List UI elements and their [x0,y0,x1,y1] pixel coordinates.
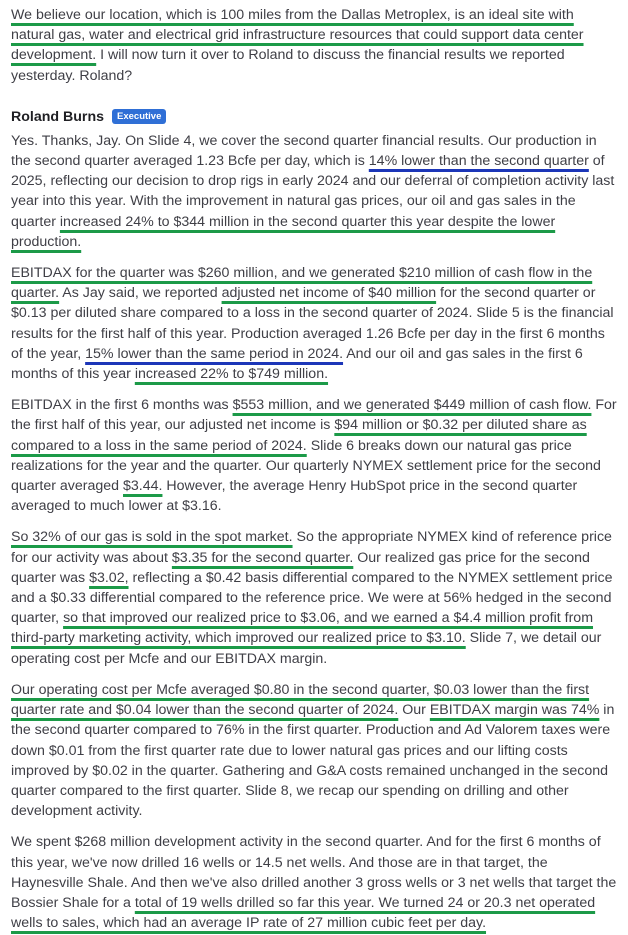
text: Yes. Thanks, Jay. On Slide 4, we cover the second quarter financial results. Our production in the second quarter averaged 1.23 Bcfe per day, which is [11,132,597,170]
text: For the first half of this year, our adjusted net income is [11,397,617,434]
highlight: adjusted net income of $40 million [221,285,437,302]
text: in the second quarter compared to 76% in the first quarter. Production and Ad Valorem taxes were down $0.01 from the first quarter rate due to lower natural gas prices and our lifting costs improved by $0.02 in the quarter. Gathering and G&A costs remained unchanged in the second quarter compared to the first quarter. Slide 8, we recap our spending on drilling and other development activity. [11,702,615,820]
highlight: EBITDAX margin was 74% [429,702,600,719]
speaker-header [11,109,620,125]
text: And our oil and gas sales in the first 6 months of this year [11,345,583,383]
text: Our realized gas price for the second quarter was [11,549,590,586]
highlight-blue: 14% lower than the second quarter [368,153,589,170]
text: EBITDAX in the first 6 months was [11,397,233,414]
highlight: We believe our location, which is 100 miles from the Dallas Metroplex, is an ideal site with natural gas, water and electrical grid infrastructure resources that could support data center development. [11,7,584,64]
highlight: So 32% of our gas is sold in the spot market. [11,529,293,546]
paragraph-development [11,832,620,933]
text: Our [398,702,430,719]
highlight: $94 million or $0.32 per diluted share as compared to a loss in the same period of 2024. [11,417,587,454]
highlight: EBITDAX for the quarter was $260 million, and we generated $210 million of cash flow in the quarter. [11,265,593,302]
text: However, the average Henry HubSpot price in the second quarter averaged to much lower at $3.16. [11,478,578,515]
highlight: $3.44. [123,478,163,495]
highlight: Our operating cost per Mcfe averaged $0.80 in the second quarter, $0.03 lower than the first quarter rate and $0.04 lower than the second quarter of 2024. [11,681,590,719]
text: Slide 6 breaks down our natural gas price realizations for the year and the quarter. Our quarterly NYMEX settlement price for the second quarter averaged [11,437,601,495]
text: I will now turn it over to Roland to discuss the financial results we reported yesterday. Roland? [11,47,565,84]
role-badge: Executive [112,109,166,124]
highlight: so that improved our realized price to $3.06, and we earned a $4.4 million profit from third-party marketing activity, which improved our realized price to $3.10. [11,610,594,647]
highlight: total of 19 wells drilled so far this year. We turned 24 or 20.3 net operated wells to sales, which had an average IP rate of 27 million cubic feet per day. [11,894,596,932]
highlight: increased 22% to $749 million. [134,366,329,383]
text: So the appropriate NYMEX kind of reference price for our activity was about [11,529,612,566]
text: We spent $268 million development activity in the second quarter. And for the first 6 months of this year, we've now drilled 16 wells or 14.5 net wells. And those are in that target, the Haynesville Shale. And then we've also drilled another 3 gross wells or 3 net wells that target the Bossier Shale for a [11,834,617,911]
paragraph-gas-price [11,527,620,668]
text: Slide 7, we detail our operating cost per Mcfe and our EBITDAX margin. [11,630,602,667]
paragraph-q2-results [11,131,620,252]
paragraph-ebitdax [11,263,620,384]
highlight: $553 million, and we generated $449 million of cash flow. [232,397,592,414]
highlight-blue: 15% lower than the same period in 2024. [85,345,344,362]
text: reflecting a $0.42 basis differential compared to the NYMEX settlement price and a $0.33 differential compared to the reference price. We were at 56% hedged in the second quarter, [11,569,613,627]
paragraph-first-half [11,395,620,516]
text: As Jay said, we reported [59,285,222,302]
paragraph-operating-cost [11,680,620,821]
highlight: $3.02, [89,569,129,586]
speaker-name: Roland Burns [11,108,105,125]
text: of 2025, reflecting our decision to drop rigs in early 2024 and our deferral of completion activity last year into this year. With the improvement in natural gas prices, our oil and gas sales in the quarter [11,153,615,230]
highlight: increased 24% to $344 million in the second quarter this year despite the lower production. [11,213,556,250]
text: for the second quarter or $0.13 per diluted share compared to a loss in the second quarter of 2024. Slide 5 is the financial results for the first half of this year. Production averaged 1.26 Bcfe per day in the first 6 months of the year, [11,285,614,362]
highlight: $3.35 for the second quarter. [171,549,354,566]
paragraph-location [11,5,620,86]
